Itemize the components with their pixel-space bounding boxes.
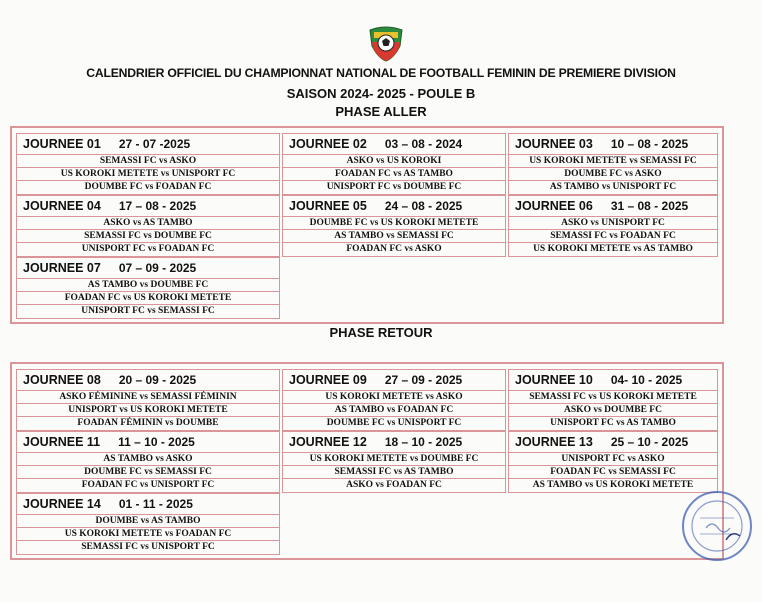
matchday-date: 07 – 09 - 2025 [118, 261, 197, 275]
matchday-title: JOURNEE 01 [23, 137, 101, 151]
matchday-03 [508, 133, 718, 195]
match-row: ASKO vs UNISPORT FC [509, 217, 717, 230]
document-title: CALENDRIER OFFICIEL DU CHAMPIONNAT NATIONAL DE FOOTBALL FEMININ DE PREMIERE DIVISION [86, 66, 676, 80]
phase-aller-label: PHASE ALLER [335, 104, 427, 119]
match-row: ASKO vs DOUMBE FC [509, 404, 717, 417]
matchday-10 [508, 369, 718, 431]
match-row: AS TAMBO vs FOADAN FC [283, 404, 505, 417]
match-row: UNISPORT vs US KOROKI METETE [17, 404, 279, 417]
match-row: UNISPORT FC vs SEMASSI FC [81, 306, 215, 316]
match-row: ASKO FÉMININE vs SEMASSI FÉMININ [17, 391, 279, 404]
matchday-title: JOURNEE 07 [23, 261, 101, 275]
match-row: FOADAN FC vs AS TAMBO [283, 168, 505, 181]
matchday-date: 03 – 08 - 2024 [384, 137, 463, 151]
official-stamp [678, 488, 756, 564]
match-row: AS TAMBO vs ASKO [17, 453, 279, 466]
match-row: SEMASSI FC vs DOUMBE FC [17, 230, 279, 243]
matchday-12 [282, 431, 506, 493]
match-row: ASKO vs AS TAMBO [17, 217, 279, 230]
matchday-title: JOURNEE 11 [23, 435, 101, 449]
matchday-title: JOURNEE 14 [23, 497, 101, 511]
match-row: US KOROKI METETE vs AS TAMBO [533, 244, 693, 254]
match-row: ASKO vs FOADAN FC [346, 480, 442, 490]
matchday-13 [508, 431, 718, 493]
matchday-date: 25 – 10 - 2025 [610, 435, 689, 449]
matchday-title: JOURNEE 04 [23, 199, 101, 213]
matchday-title: JOURNEE 13 [515, 435, 593, 449]
matchday-title: JOURNEE 03 [515, 137, 593, 151]
match-row: AS TAMBO vs UNISPORT FC [549, 182, 677, 192]
matchday-06 [508, 195, 718, 257]
match-row: FOADAN FC vs US KOROKI METETE [17, 292, 279, 305]
match-row: US KOROKI METETE vs FOADAN FC [17, 528, 279, 541]
matchday-date: 20 – 09 - 2025 [118, 373, 197, 387]
matchday-11 [16, 431, 280, 493]
match-row: US KOROKI METETE vs UNISPORT FC [17, 168, 279, 181]
matchday-title: JOURNEE 08 [23, 373, 101, 387]
matchday-date: 18 – 10 - 2025 [384, 435, 463, 449]
match-row: DOUMBE FC vs SEMASSI FC [17, 466, 279, 479]
matchday-02 [282, 133, 506, 195]
match-row: FOADAN FC vs UNISPORT FC [81, 480, 215, 490]
match-row: SEMASSI FC vs US KOROKI METETE [509, 391, 717, 404]
match-row: DOUMBE vs AS TAMBO [17, 515, 279, 528]
match-row: SEMASSI FC vs AS TAMBO [283, 466, 505, 479]
matchday-date: 10 – 08 - 2025 [610, 137, 689, 151]
match-row: UNISPORT FC vs AS TAMBO [550, 418, 676, 428]
match-row: AS TAMBO vs DOUMBE FC [17, 279, 279, 292]
matchday-14 [16, 493, 280, 555]
federation-logo [366, 26, 406, 62]
season-title: SAISON 2024- 2025 - POULE B [286, 86, 476, 101]
matchday-date: 01 - 11 - 2025 [118, 497, 193, 511]
match-row: DOUMBE FC vs ASKO [509, 168, 717, 181]
matchday-01 [16, 133, 280, 195]
match-row: AS TAMBO vs SEMASSI FC [283, 230, 505, 243]
matchday-date: 27 - 07 -2025 [118, 137, 191, 151]
match-row: FOADAN FC vs SEMASSI FC [509, 466, 717, 479]
matchday-05 [282, 195, 506, 257]
matchday-date: 27 – 09 - 2025 [384, 373, 463, 387]
match-row: SEMASSI FC vs UNISPORT FC [81, 542, 215, 552]
matchday-04 [16, 195, 280, 257]
matchday-title: JOURNEE 09 [289, 373, 367, 387]
match-row: US KOROKI METETE vs SEMASSI FC [509, 155, 717, 168]
match-row: UNISPORT FC vs FOADAN FC [81, 244, 215, 254]
matchday-date: 11 – 10 - 2025 [118, 435, 195, 449]
match-row: FOADAN FÉMININ vs DOUMBE [77, 418, 219, 428]
matchday-08 [16, 369, 280, 431]
match-row: US KOROKI METETE vs DOUMBE FC [283, 453, 505, 466]
matchday-title: JOURNEE 06 [515, 199, 593, 213]
match-row: DOUMBE FC vs FOADAN FC [84, 182, 212, 192]
phase-aller-grid [10, 126, 724, 324]
matchday-date: 04- 10 - 2025 [610, 373, 683, 387]
match-row: FOADAN FC vs ASKO [346, 244, 442, 254]
match-row: DOUMBE FC vs UNISPORT FC [326, 418, 462, 428]
match-row: ASKO vs US KOROKI [283, 155, 505, 168]
matchday-title: JOURNEE 10 [515, 373, 593, 387]
matchday-date: 24 – 08 - 2025 [384, 199, 463, 213]
matchday-title: JOURNEE 05 [289, 199, 367, 213]
matchday-date: 17 – 08 - 2025 [118, 199, 197, 213]
matchday-07 [16, 257, 280, 319]
matchday-09 [282, 369, 506, 431]
match-row: US KOROKI METETE vs ASKO [283, 391, 505, 404]
match-row: SEMASSI FC vs FOADAN FC [509, 230, 717, 243]
match-row: AS TAMBO vs US KOROKI METETE [532, 480, 694, 490]
matchday-title: JOURNEE 02 [289, 137, 367, 151]
match-row: UNISPORT FC vs ASKO [509, 453, 717, 466]
matchday-date: 31 – 08 - 2025 [610, 199, 689, 213]
matchday-title: JOURNEE 12 [289, 435, 367, 449]
match-row: SEMASSI FC vs ASKO [17, 155, 279, 168]
match-row: UNISPORT FC vs DOUMBE FC [326, 182, 462, 192]
phase-retour-grid [10, 362, 724, 560]
match-row: DOUMBE FC vs US KOROKI METETE [283, 217, 505, 230]
phase-retour-label: PHASE RETOUR [329, 325, 433, 340]
